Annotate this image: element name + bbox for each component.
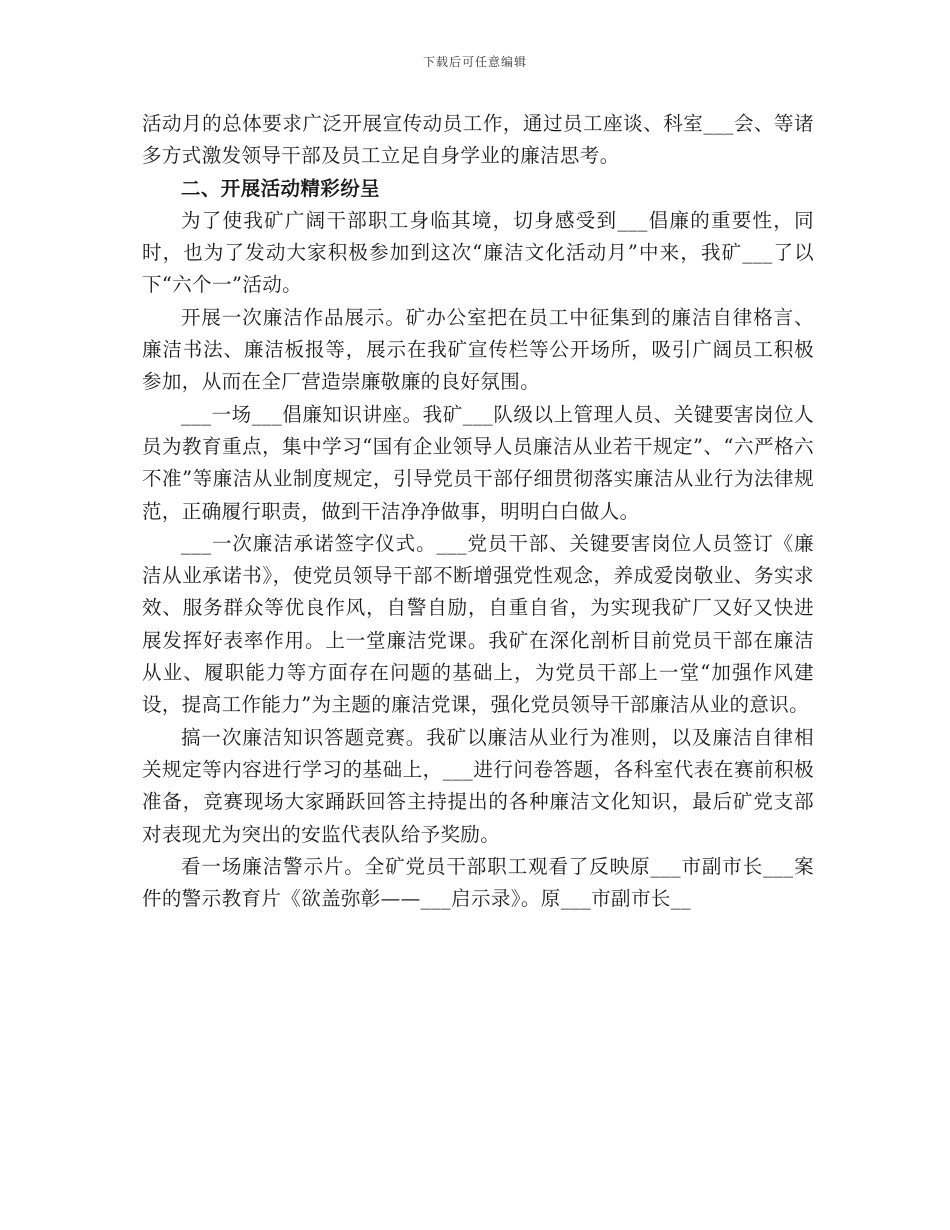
paragraph-warning-film: 看一场廉洁警示片。全矿党员干部职工观看了反映原___市副市长___案件的警示教育片《欲盖弥彰——___启示录》。原___市副市长__ xyxy=(142,854,814,911)
paragraph-knowledge-lecture: ___一场___倡廉知识讲座。我矿___队级以上管理人员、关键要害岗位人员为教育重点，集中学习“国有企业领导人员廉洁从业若干规定”、“六严格六不准”等廉洁从业制度规定，引导党员干部仔细贯彻落实廉洁从业行为法律规范，正确履行职责，做到干洁净净做事，明明白白做人。 xyxy=(142,402,814,523)
paragraph-quiz-competition: 搞一次廉洁知识答题竞赛。我矿以廉洁从业行为准则，以及廉洁自律相关规定等内容进行学习的基础上，___进行问卷答题，各科室代表在赛前积极准备，竞赛现场大家踊跃回答主持提出的各种廉洁文化知识，最后矿党支部对表现尤为突出的安监代表队给予奖励。 xyxy=(142,725,814,846)
page-header: 下载后可任意编辑 xyxy=(422,55,527,69)
paragraph-works-exhibition: 开展一次廉洁作品展示。矿办公室把在员工中征集到的廉洁自律格言、廉洁书法、廉洁板报等，展示在我矿宣传栏等公开场所，吸引广阔员工积极参加，从而在全厂营造崇廉敬廉的良好氛围。 xyxy=(142,305,814,394)
paragraph-pledge-ceremony: ___一次廉洁承诺签字仪式。___党员干部、关键要害岗位人员签订《廉洁从业承诺书》，使党员领导干部不断增强党性观念，养成爱岗敬业、务实求效、服务群众等优良作风，自警自励，自重自省，为实现我矿厂又好又快进展发挥好表率作用。上一堂廉洁党课。我矿在深化剖析目前党员干部在廉洁从业、履职能力等方面存在问题的基础上，为党员干部上一堂“加强作风建设，提高工作能力”为主题的廉洁党课，强化党员领导干部廉洁从业的意识。 xyxy=(142,531,814,717)
section-heading: 二、开展活动精彩纷呈 xyxy=(181,176,381,200)
paragraph-intro: 活动月的总体要求广泛开展宣传动员工作，通过员工座谈、科室___会、等诸多方式激发领导干部及员工立足自身学业的廉洁思考。 xyxy=(142,112,814,168)
paragraph-activities-intro: 为了使我矿广阔干部职工身临其境，切身感受到___倡廉的重要性，同时，也为了发动大家积极参加到这次“廉洁文化活动月”中来，我矿___了以下“六个一”活动。 xyxy=(142,208,814,297)
document-body xyxy=(142,108,814,915)
